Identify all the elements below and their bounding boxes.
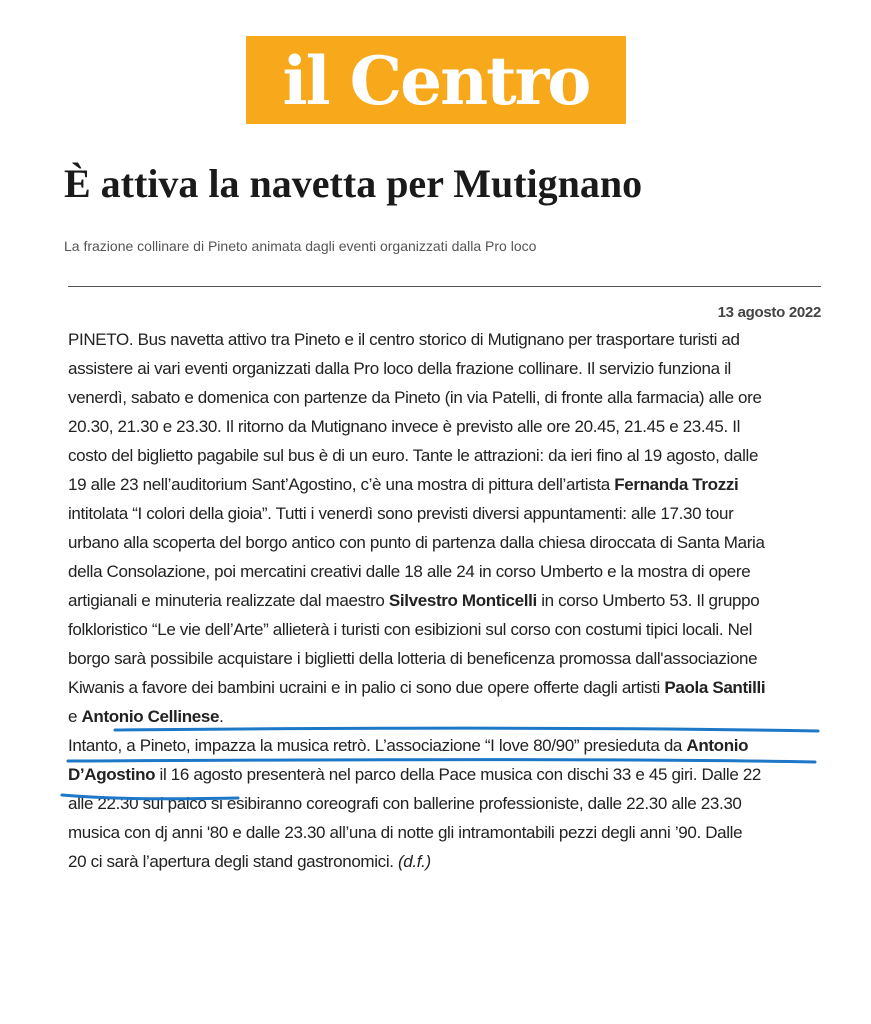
body-line: assistere ai vari eventi organizzati dalla Pro loco della frazione collinare. Il servizio funziona il xyxy=(68,359,731,378)
line-text: e xyxy=(68,707,82,726)
logo-text: il Centro xyxy=(282,42,590,120)
line-text: 19 alle 23 nell’auditorium Sant’Agostino, c’è una mostra di pittura dell’artista xyxy=(68,475,615,494)
person-name: D’Agostino xyxy=(68,765,156,784)
body-line: costo del biglietto pagabile sul bus è di un euro. Tante le attrazioni: da ieri fino al 19 agosto, dalle xyxy=(68,446,759,465)
article-headline: È attiva la navetta per Mutignano xyxy=(64,161,643,206)
body-line: folkloristico “Le vie dell’Arte” allieterà i turisti con esibizioni sul corso con costumi tipici locali. Nel xyxy=(68,620,753,639)
line-text: Kiwanis a favore dei bambini ucraini e in palio ci sono due opere offerte dagli artisti xyxy=(68,678,665,697)
body-line: 20.30, 21.30 e 23.30. Il ritorno da Mutignano invece è previsto alle ore 20.45, 21.45 e 23.45. Il xyxy=(68,417,741,436)
body-line: PINETO. Bus navetta attivo tra Pineto e il centro storico di Mutignano per trasportare turisti ad xyxy=(68,330,740,349)
person-name: Antonio xyxy=(686,736,749,755)
article-date: 13 agosto 2022 xyxy=(717,304,821,321)
line-text: Intanto, a Pineto, impazza la musica retrò. L’associazione “I love 80/90” presieduta da xyxy=(68,736,687,755)
author-signature: (d.f.) xyxy=(398,852,431,871)
article-subtitle: La frazione collinare di Pineto animata dagli eventi organizzati dalla Pro loco xyxy=(64,238,537,254)
body-line: della Consolazione, poi mercatini creativi dalle 18 alle 24 in corso Umberto e la mostra di opere xyxy=(68,562,751,581)
artist-name: Paola Santilli xyxy=(664,678,766,697)
underline-stroke-1 xyxy=(115,728,818,731)
body-line: musica con dj anni '80 e dalle 23.30 all’una di notte gli intramontabili pezzi degli anni ’90. Dalle xyxy=(68,823,743,842)
line-text: . xyxy=(219,707,224,726)
body-line: borgo sarà possibile acquistare i biglietti della lotteria di beneficenza promossa dall'associazione xyxy=(68,649,758,668)
line-text: il 16 agosto presenterà nel parco della Pace musica con dischi 33 e 45 giri. Dalle 22 xyxy=(155,765,762,784)
body-line: urbano alla scoperta del borgo antico con punto di partenza dalla chiesa diroccata di Santa Maria xyxy=(68,533,765,552)
body-line: alle 22.30 sul palco si esibiranno coreografi con ballerine professioniste, dalle 22.30 alle 23.30 xyxy=(68,794,742,813)
underline-stroke-2 xyxy=(68,760,815,762)
artist-name: Antonio Cellinese xyxy=(81,707,220,726)
body-line: venerdì, sabato e domenica con partenze da Pineto (in via Patelli, di fronte alla farmacia) alle ore xyxy=(68,388,762,407)
line-text: artigianali e minuteria realizzate dal maestro xyxy=(68,591,389,610)
line-text: in corso Umberto 53. Il gruppo xyxy=(536,591,760,610)
artist-name: Silvestro Monticelli xyxy=(388,591,537,610)
artist-name: Fernanda Trozzi xyxy=(614,475,739,494)
line-text: 20 ci sarà l’apertura degli stand gastronomici. xyxy=(68,852,398,871)
body-line: intitolata “I colori della gioia”. Tutti i venerdì sono previsti diversi appuntamenti: alle 17.30 tour xyxy=(68,504,734,523)
underline-stroke-3 xyxy=(62,795,238,799)
